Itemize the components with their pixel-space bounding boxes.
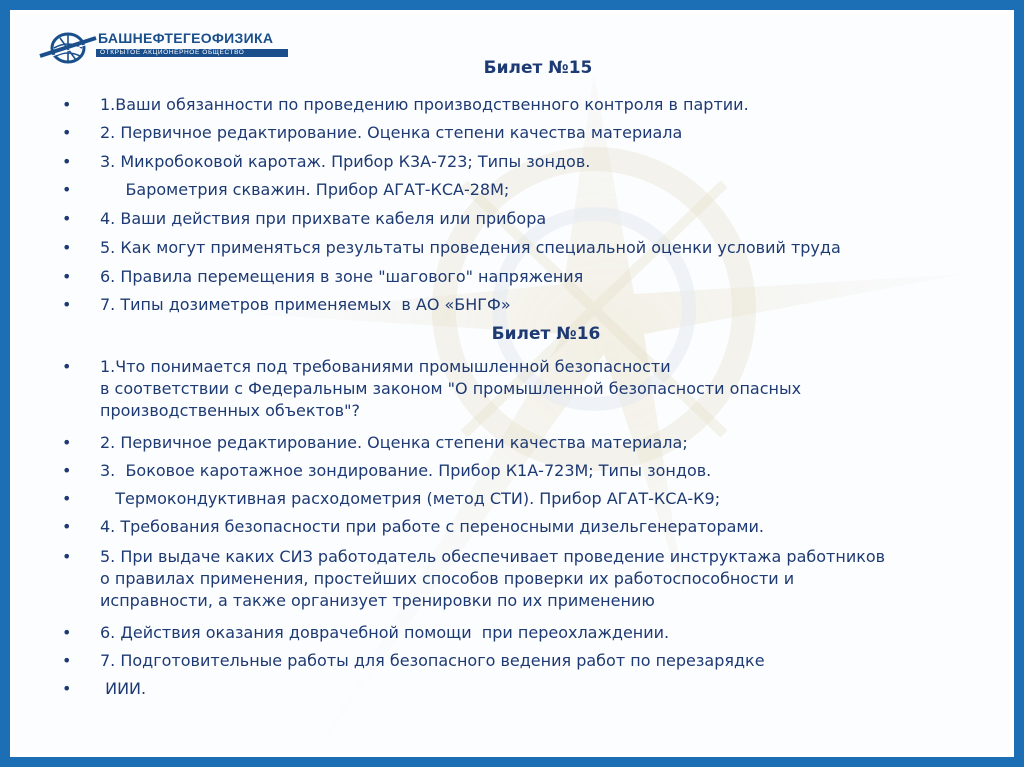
bullet-icon: • (62, 152, 72, 171)
bullet-icon: • (62, 651, 72, 670)
bullet-icon: • (62, 517, 72, 536)
list-item-text: 6. Правила перемещения в зоне "шагового" напряжения (100, 267, 584, 286)
bullet-icon: • (62, 295, 72, 314)
list-item-text: 7. Подготовительные работы для безопасного ведения работ по перезарядке (100, 651, 765, 670)
list-item-text: 1.Что понимается под требованиями промышленной безопасности в соответствии с Федеральным законом "О промышленной безопасности опасных производственных объектов"? (100, 357, 802, 420)
list-item-text: 7. Типы дозиметров применяемых в АО «БНГФ» (100, 295, 511, 314)
bullet-icon: • (62, 623, 72, 642)
list-item-text: ИИИ. (100, 679, 147, 698)
list-item-text: 1.Ваши обязанности по проведению производственного контроля в партии. (100, 95, 749, 114)
company-subtitle: ОТКРЫТОЕ АКЦИОНЕРНОЕ ОБЩЕСТВО (100, 49, 245, 56)
bullet-icon: • (62, 547, 72, 566)
bullet-icon: • (62, 489, 72, 508)
list-item-text: 2. Первичное редактирование. Оценка степени качества материала; (100, 433, 688, 452)
bullet-icon: • (62, 180, 72, 199)
list-item-text: 5. Как могут применяться результаты проведения специальной оценки условий труда (100, 238, 841, 257)
bullet-icon: • (62, 357, 72, 376)
ticket-15-title: Билет №15 (483, 58, 593, 78)
slide-inner-frame (12, 12, 1012, 755)
list-item-text: 2. Первичное редактирование. Оценка степени качества материала (100, 123, 683, 142)
bullet-icon: • (62, 123, 72, 142)
list-item-text: 3. Боковое каротажное зондирование. Прибор К1А-723М; Типы зондов. (100, 461, 712, 480)
list-item-text: Барометрия скважин. Прибор АГАТ-КСА-28М; (100, 180, 510, 199)
bullet-icon: • (62, 95, 72, 114)
bullet-icon: • (62, 433, 72, 452)
bullet-icon: • (62, 679, 72, 698)
bullet-icon: • (62, 238, 72, 257)
list-item-text: 5. При выдаче каких СИЗ работодатель обеспечивает проведение инструктажа работников о правилах применения, простейших способов проверки их работоспособности и исправности, а также организует тренировки по их применению (100, 547, 886, 610)
list-item-text: 4. Требования безопасности при работе с переносными дизельгенераторами. (100, 517, 764, 536)
list-item-text: 4. Ваши действия при прихвате кабеля или прибора (100, 209, 547, 228)
list-item-text: Термокондуктивная расходометрия (метод СТИ). Прибор АГАТ-КСА-К9; (100, 489, 721, 508)
ticket-16-title: Билет №16 (491, 324, 601, 344)
company-name: БАШНЕФТЕГЕОФИЗИКА (98, 30, 274, 46)
list-item-text: 3. Микробоковой каротаж. Прибор К3А-723; Типы зондов. (100, 152, 591, 171)
bullet-icon: • (62, 267, 72, 286)
bullet-icon: • (62, 209, 72, 228)
list-item-text: 6. Действия оказания доврачебной помощи при переохлаждении. (100, 623, 670, 642)
bullet-icon: • (62, 461, 72, 480)
